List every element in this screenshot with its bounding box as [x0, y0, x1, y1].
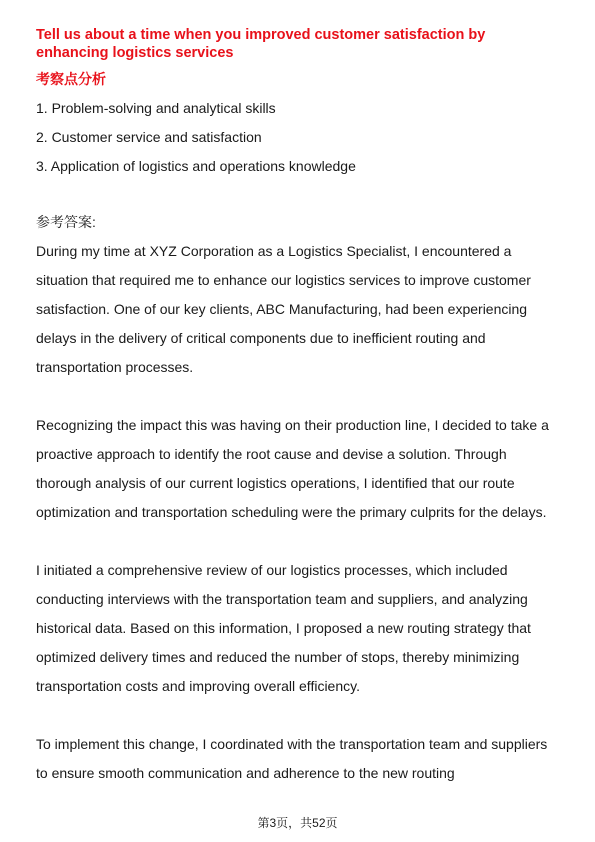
- answer-paragraph: Recognizing the impact this was having on their production line, I decided to take a proactive approach to identify the root cause and devise a solution. Through thorough analysis of our current logistics operations, I identified that our route optimization and transportation scheduling were the primary culprits for the delays.: [36, 417, 549, 520]
- analysis-heading: 考察点分析: [36, 71, 106, 87]
- analysis-point: 1. Problem-solving and analytical skills: [36, 100, 276, 116]
- analysis-point: 3. Application of logistics and operations knowledge: [36, 158, 356, 174]
- answer-body: [36, 237, 559, 788]
- page-indicator: 第3页，共52页: [257, 816, 338, 830]
- answer-label: 参考答案:: [36, 214, 96, 230]
- answer-paragraph: I initiated a comprehensive review of our logistics processes, which included conducting interviews with the transportation team and suppliers, and analyzing historical data. Based on this information, I proposed a new routing strategy that optimized delivery times and reduced the number of stops, thereby minimizing transportation costs and improving overall efficiency.: [36, 562, 531, 694]
- answer-paragraph: To implement this change, I coordinated with the transportation team and suppliers to ensure smooth communication and adherence to the new routing: [36, 736, 548, 781]
- analysis-points-list: [36, 94, 559, 181]
- answer-paragraph: During my time at XYZ Corporation as a Logistics Specialist, I encountered a situation that required me to enhance our logistics services to improve customer satisfaction. One of our key clients, ABC Manufacturing, had been experiencing delays in the delivery of critical components due to inefficient routing and transportation processes.: [36, 243, 531, 375]
- question-title: Tell us about a time when you improved customer satisfaction by enhancing logistics services: [36, 27, 486, 61]
- analysis-point: 2. Customer service and satisfaction: [36, 129, 262, 145]
